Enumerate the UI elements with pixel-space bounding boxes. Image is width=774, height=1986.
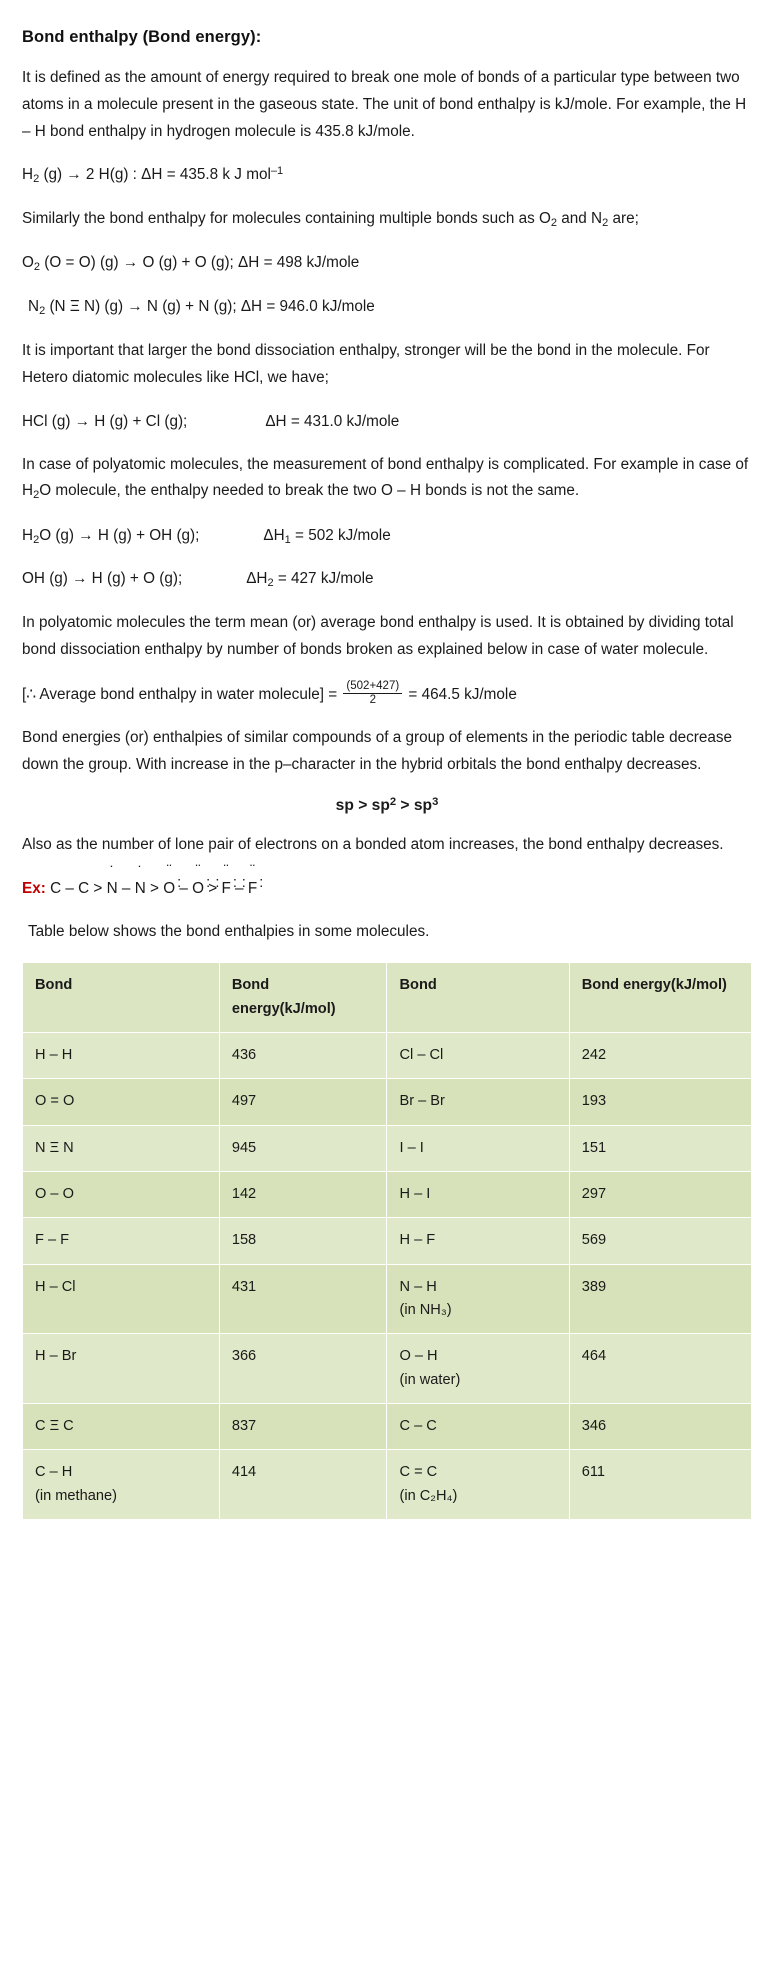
- equation-oh-lhs: OH (g) → H (g) + O (g);: [22, 570, 183, 588]
- example-label: Ex:: [22, 879, 46, 897]
- bond-energy-table: [22, 962, 752, 1520]
- cell-energy-2: 193: [569, 1079, 751, 1125]
- cell-energy-1: 158: [219, 1218, 387, 1264]
- cell-energy-2: 569: [569, 1218, 751, 1264]
- equation-oh-rhs-sub: 2: [267, 577, 274, 590]
- equation-o2-species: O: [22, 254, 34, 272]
- paragraph-similarly-tail: and: [561, 210, 587, 228]
- equation-h2o-rhs: [263, 523, 390, 550]
- fraction-numerator: (502+427): [343, 680, 402, 694]
- cell-energy-1: 837: [219, 1404, 387, 1450]
- equation-average-bond-enthalpy: [22, 681, 752, 708]
- equation-h2-lhs-sub: 2: [33, 173, 40, 186]
- cell-energy-2: 389: [569, 1264, 751, 1334]
- equation-hybridisation-order: sp > $sp^2 > sp^3$: [335, 795, 439, 814]
- column-header-bond-2: Bond: [387, 963, 569, 1033]
- equation-o2-text: (O = O) (g) → O (g) + O (g); ΔH = 498 kJ/mole: [44, 254, 360, 272]
- example-text: C – C > ˙ N – ˙ N > ¨ O : – ¨ O : > : ¨ F : – : ¨ F :: [50, 880, 257, 897]
- species-n2: $N_2$: [591, 210, 609, 230]
- fraction-denominator: 2: [369, 694, 376, 707]
- cell-bond-1: [23, 1450, 220, 1520]
- cell-bond-2: Br – Br: [387, 1079, 569, 1125]
- equation-h2o-rhs-a: ΔH: [263, 526, 285, 544]
- cell-bond-2: C – C: [387, 1404, 569, 1450]
- species-o2: $O_2$: [538, 210, 558, 230]
- equation-h2o-rhs-b: = 502 kJ/mole: [290, 526, 391, 544]
- equation-h2-sup: –1: [270, 165, 284, 178]
- cell-bond-2: H – I: [387, 1172, 569, 1218]
- water-subscript: 2: [33, 489, 40, 502]
- cell-bond-2: [387, 1450, 569, 1520]
- cell-bond-1-label: C – H: [35, 1464, 73, 1481]
- cell-energy-1: 436: [219, 1033, 387, 1079]
- paragraph-polyatomic-intro: [22, 452, 752, 506]
- equation-h2o-lhs-b: O (g) → H (g) + OH (g);: [39, 526, 200, 544]
- cell-energy-2: 297: [569, 1172, 751, 1218]
- paragraph-lone-pair: Also as the number of lone pair of electrons on a bonded atom increases, the bond enthalpy decreases.: [22, 835, 724, 853]
- cell-energy-2: 346: [569, 1404, 751, 1450]
- paragraph-definition: It is defined as the amount of energy required to break one mole of bonds of a particular type between two atoms in a molecule present in the gaseous state. The unit of bond enthalpy is kJ/mole. For example, the H – H bond enthalpy in hydrogen molecule is 435.8 kJ/mole.: [22, 69, 747, 140]
- paragraph-polyatomic-part2: O molecule, the enthalpy needed to break the two O – H bonds is not the same.: [39, 482, 580, 500]
- cell-bond-1: O – O: [23, 1172, 220, 1218]
- table-row: [23, 1125, 752, 1171]
- cell-bond-2-label: O – H: [399, 1348, 438, 1365]
- equation-h2o-lhs-a: H: [22, 526, 34, 544]
- paragraph-mean-enthalpy: In polyatomic molecules the term mean (or) average bond enthalpy is used. It is obtained by dividing total bond dissociation enthalpy by number of bonds broken as explained below in case of water molecule.: [22, 614, 734, 659]
- cell-bond-2-note: (in NH₃): [399, 1302, 452, 1319]
- cell-bond-1: O = O: [23, 1079, 220, 1125]
- table-row: [23, 1033, 752, 1079]
- cell-bond-1: N Ξ N: [23, 1125, 220, 1171]
- cell-energy-1: 431: [219, 1264, 387, 1334]
- cell-bond-2: I – I: [387, 1125, 569, 1171]
- equation-oh-rhs: [246, 566, 373, 593]
- equation-o2-dissociation: [22, 250, 752, 277]
- cell-bond-2: H – F: [387, 1218, 569, 1264]
- cell-bond-1: H – H: [23, 1033, 220, 1079]
- cell-energy-2: 464: [569, 1334, 751, 1404]
- cell-bond-2: [387, 1334, 569, 1404]
- cell-energy-2: 611: [569, 1450, 751, 1520]
- cell-bond-1: C Ξ C: [23, 1404, 220, 1450]
- cell-bond-2: Cl – Cl: [387, 1033, 569, 1079]
- page-title: Bond enthalpy (Bond energy):: [22, 28, 262, 46]
- table-row: [23, 1334, 752, 1404]
- paragraph-similarly: [22, 206, 752, 233]
- table-row: [23, 1264, 752, 1334]
- equation-o2-species-sub: 2: [33, 261, 41, 274]
- equation-h2o-rhs-sub: 1: [284, 533, 291, 546]
- table-body: [23, 1033, 752, 1520]
- example-bond-enthalpy-order: [22, 876, 752, 902]
- table-row: [23, 1450, 752, 1520]
- equation-oh-rhs-a: ΔH: [246, 570, 268, 588]
- equation-h2o-dissociation: [22, 523, 752, 550]
- equation-h2-lhs: H: [22, 166, 34, 184]
- equation-h2o-lhs-sub: 2: [33, 533, 40, 546]
- paragraph-periodic-trend: Bond energies (or) enthalpies of similar compounds of a group of elements in the periodic table decrease down the group. With increase in the p–character in the hybrid orbitals the bond enthalpy decreases.: [22, 729, 733, 773]
- cell-bond-1-note: (in methane): [35, 1487, 117, 1504]
- equation-h2-rest: (g) → 2 H(g) : ΔH = 435.8 k J mol: [43, 166, 271, 184]
- equation-oh-rhs-b: = 427 kJ/mole: [273, 570, 374, 588]
- cell-energy-2: 242: [569, 1033, 751, 1079]
- equation-n2-species-sub: 2: [39, 305, 46, 318]
- equation-n2-dissociation: [22, 294, 752, 321]
- paragraph-important: It is important that larger the bond dissociation enthalpy, stronger will be the bond in the molecule. For Hetero diatomic molecules like HCl, we have;: [22, 342, 710, 386]
- table-row: [23, 1172, 752, 1218]
- cell-energy-1: 945: [219, 1125, 387, 1171]
- fraction: [343, 680, 402, 707]
- cell-energy-2: 151: [569, 1125, 751, 1171]
- table-row: [23, 1218, 752, 1264]
- equation-n2-species: N: [28, 298, 40, 316]
- table-header-row: [23, 963, 752, 1033]
- equation-h2-dissociation: [22, 162, 752, 189]
- table-row: [23, 1079, 752, 1125]
- cell-bond-2-note: (in water): [399, 1371, 461, 1388]
- equation-average-result: = 464.5 kJ/mole: [408, 685, 517, 703]
- cell-bond-1: H – Br: [23, 1334, 220, 1404]
- column-header-bond-1: Bond: [23, 963, 220, 1033]
- equation-hcl-rhs: ΔH = 431.0 kJ/mole: [265, 412, 400, 430]
- cell-energy-1: 142: [219, 1172, 387, 1218]
- equation-n2-text: (N Ξ N) (g) → N (g) + N (g); ΔH = 946.0 kJ/mole: [49, 298, 375, 316]
- paragraph-similarly-end: are;: [612, 210, 639, 228]
- equation-hcl-dissociation: [22, 409, 752, 435]
- column-header-energy-1: Bond energy(kJ/mol): [219, 963, 387, 1033]
- paragraph-polyatomic-part1: In case of polyatomic molecules, the measurement of bond enthalpy is complicated. For example in case of H: [22, 455, 749, 500]
- cell-bond-2-note: (in C₂H₄): [399, 1487, 458, 1504]
- paragraph-similarly-text: Similarly the bond enthalpy for molecules containing multiple bonds such as: [22, 210, 535, 228]
- cell-bond-2-label: C = C: [399, 1464, 438, 1481]
- cell-bond-2: [387, 1264, 569, 1334]
- equation-oh-dissociation: [22, 566, 752, 593]
- cell-bond-1: F – F: [23, 1218, 220, 1264]
- table-header: [23, 963, 752, 1033]
- cell-energy-1: 366: [219, 1334, 387, 1404]
- table-row: [23, 1404, 752, 1450]
- equation-average-prefix: [∴ Average bond enthalpy in water molecule] =: [22, 685, 338, 703]
- cell-bond-2-label: N – H: [399, 1278, 437, 1295]
- column-header-energy-2: Bond energy(kJ/mol): [569, 963, 751, 1033]
- equation-hcl-lhs: HCl (g) → H (g) + Cl (g);: [22, 412, 188, 430]
- cell-energy-1: 414: [219, 1450, 387, 1520]
- cell-bond-1: H – Cl: [23, 1264, 220, 1334]
- cell-energy-1: 497: [219, 1079, 387, 1125]
- paragraph-table-intro: Table below shows the bond enthalpies in some molecules.: [28, 922, 430, 940]
